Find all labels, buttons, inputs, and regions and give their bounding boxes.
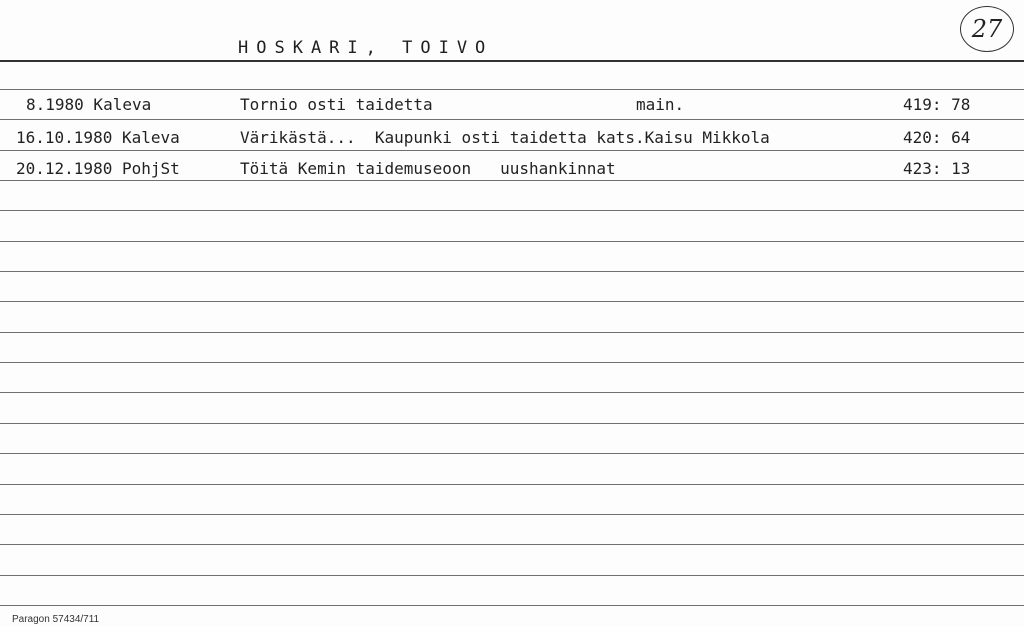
ruled-line: [0, 301, 1024, 302]
name-heading: HOSKARI, TOIVO: [238, 38, 494, 58]
entry-date-source: 8.1980 Kaleva: [26, 95, 152, 114]
ruled-line: [0, 362, 1024, 363]
ruled-line: [0, 150, 1024, 151]
ruled-line: [0, 544, 1024, 545]
entry-date-source: 20.12.1980 PohjSt: [16, 159, 180, 178]
entry-description: Värikästä... Kaupunki osti taidetta kats.Kaisu Mikkola: [240, 128, 770, 147]
ruled-line: [0, 89, 1024, 90]
ruled-line: [0, 453, 1024, 454]
entry-reference: 420: 64: [903, 128, 971, 147]
entry-reference: 419: 78: [903, 95, 971, 114]
entry-note: main.: [636, 95, 685, 114]
ruled-line: [0, 271, 1024, 272]
ruled-line: [0, 423, 1024, 424]
header-rule: [0, 60, 1024, 62]
card-number: 27: [971, 15, 1003, 43]
ruled-line: [0, 605, 1024, 606]
entry-description: Töitä Kemin taidemuseoon uushankinnat: [240, 159, 616, 178]
ruled-line: [0, 210, 1024, 211]
ruled-line: [0, 514, 1024, 515]
ruled-line: [0, 575, 1024, 576]
ruled-line: [0, 180, 1024, 181]
ruled-line: [0, 484, 1024, 485]
ruled-line: [0, 392, 1024, 393]
card-number-circle: [960, 6, 1014, 52]
ruled-line: [0, 241, 1024, 242]
entry-date-source: 16.10.1980 Kaleva: [16, 128, 180, 147]
ruled-line: [0, 332, 1024, 333]
ruled-line: [0, 119, 1024, 120]
form-print-code: Paragon 57434/711: [12, 614, 100, 625]
entry-reference: 423: 13: [903, 159, 971, 178]
entry-description: Tornio osti taidetta: [240, 95, 433, 114]
